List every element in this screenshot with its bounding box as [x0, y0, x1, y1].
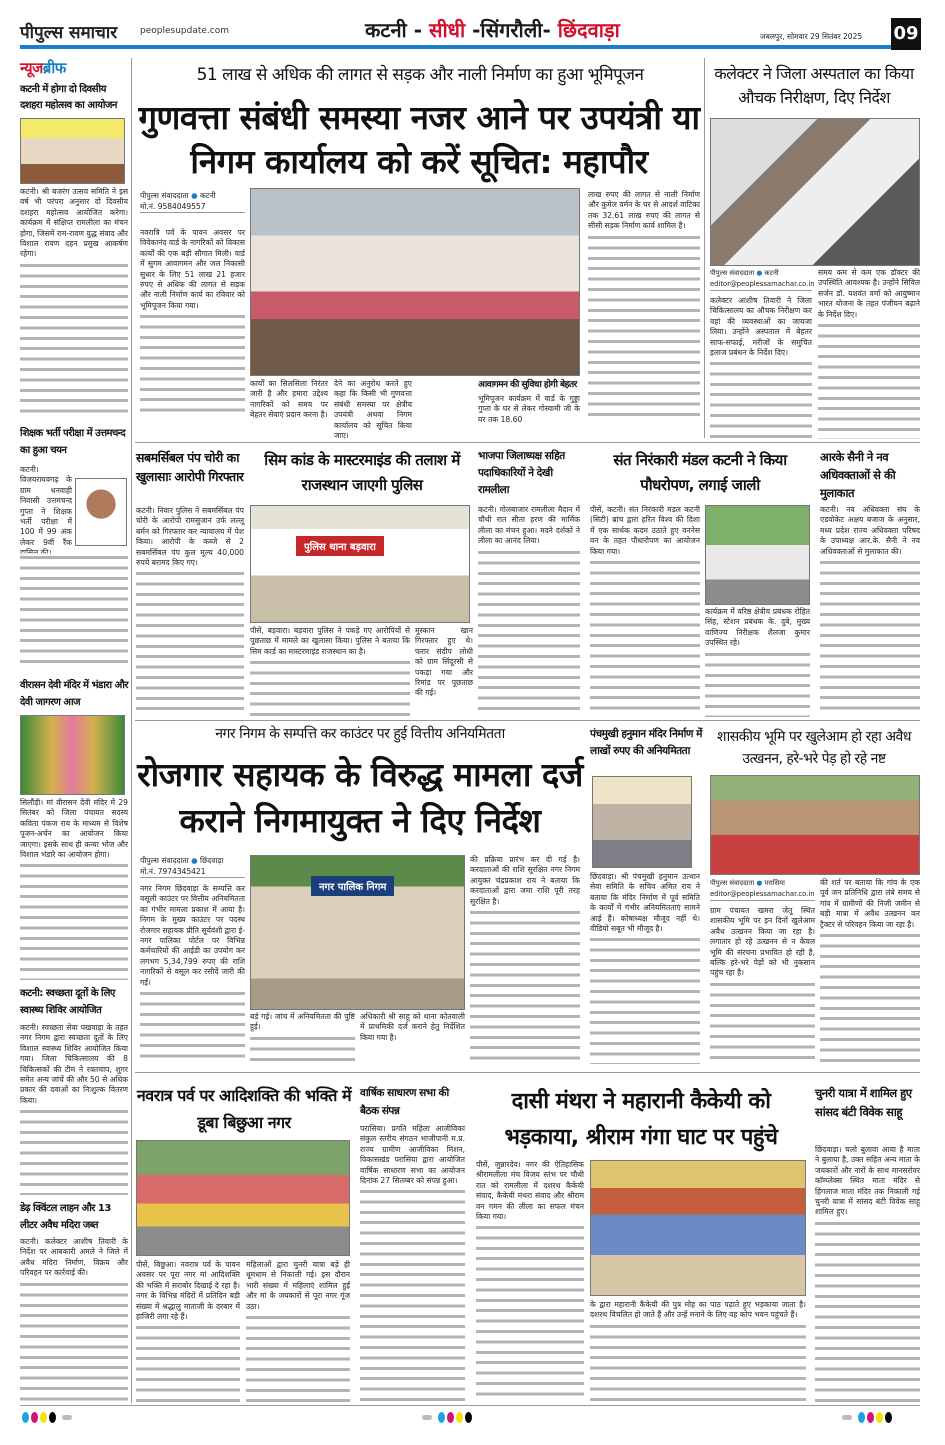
committee-meeting-photo: [592, 776, 692, 868]
illegal-excavation-photo: [710, 775, 920, 875]
story-body: कार्यक्रम में वरिष्ठ क्षेत्रीय प्रबंधक रोहित सिंह, स्टेशन प्रबंधक के. दुबे, मुख्य वाणिज्य निरीक्षक शैलजा कुमार उपस्थित रहे।: [705, 607, 810, 717]
uttamchand-portrait: [75, 478, 127, 546]
story-headline: संत निरंकारी मंडल कटनी ने किया पौधरोपण, लगाई जाली: [613, 451, 787, 494]
mining-body: की शर्त पर बताया कि गांव के एक पूर्व जन प्रतिनिधि द्वारा लंबे समय से गांव में ग्रामीणों की निजी जमीन से बड़ी मात्रा में अवैध उत्खनन कर ट्रैक्टर से परिवहन किया जा रहा है।: [820, 878, 920, 1064]
masthead-logo: पीपुल्स समाचार: [20, 23, 118, 43]
brief-body: कटनी। स्वच्छता सेवा पखवाड़ा के तहत नगर निगम द्वारा स्वच्छता दूतों के लिए विशाल स्वास्थ्य शिविर आयोजित किया गया। जिला चिकित्सालय की 8 चिकित्सकों की टीम ने रक्तचाप, शुगर समेत अन्य जांचें की और 50 से अधिक प्रकार की दवाओं का निःशुल्क वितरण किया।: [20, 1023, 128, 1195]
lead-kicker: 51 लाख से अधिक की लागत से सड़क और नाली निर्माण का हुआ भूमिपूजन: [196, 65, 644, 85]
story-headline: आरके सैनी ने नव अधिवक्ताओं से की मुलाकात: [820, 450, 896, 500]
section-singrauli: सिंगरौली: [480, 18, 543, 42]
chunri-body: छिंदवाड़ा। चलो बुलावा आया है माता ने बुलाया है, उक्त सहित अन्य माता के जयकारों और नारों के साथ मानसरोवर कॉम्प्लेक्स स्थित माता मंदिर से हिंगलाज माता मंदिर तक निकाली गई चुनरी यात्रा में सांसद बंटी विवेक साहू शामिल हुए।: [815, 1145, 920, 1402]
nagar-nigam-building-photo: [250, 855, 465, 1010]
brief-body: कटनी। कलेक्टर आशीष तिवारी के निर्देश पर आबकारी अमले ने जिले में अवैध मदिरा निर्माण, विक्रय और परिवहन पर कार्रवाई की।: [20, 1237, 128, 1402]
divider: [135, 1072, 920, 1073]
civic-headline: रोजगार सहायक के विरुद्ध मामला दर्ज कराने निगमायुक्त ने दिए निर्देश: [137, 755, 583, 840]
police-station-sign: पुलिस थाना बड़वारा: [296, 536, 384, 556]
sabha-headline: वार्षिक साधारण सभा की बैठक संपन्न: [360, 1087, 449, 1117]
masthead-rule: [20, 45, 891, 49]
brief-headline: कटनी: स्वच्छता दूतों के लिए स्वास्थ्य शिविर आयोजित: [20, 988, 115, 1016]
brief-body: कटनी। विजयराघवगढ़ के ग्राम धनवाही निवासी उत्तमचन्द गुप्ता ने शिक्षक भर्ती परीक्षा में 100 में 99 अंक लेकर 9वीं रैंक: [20, 465, 72, 547]
brief-body: कटनी। श्री बजरंग उत्सव समिति ने इस वर्ष भी परंपरा अनुसार दो दिवसीय दशहरा महोत्सव आयोजित करेगा। कार्यक्रम में संक्षिप्त रामलीला का मंचन होगा, जिसमें राम-रावण युद्ध संवाद और विशाल रावण दहन प्रमुख आकर्षण रहेगा।: [20, 187, 128, 417]
hospital-body: समय कम से कम एक डॉक्टर की उपस्थिति आवश्यक है। उन्होंने सिविल सर्जन डॉ. यशवंत वर्मा को आयुष्मान भारत योजना के तहत पंजीयन बढ़ाने के निर्देश दिए।: [818, 268, 920, 439]
lead-body: लाख रुपए की लागत से नाली निर्माण और कुमेल वर्मन के घर से आदर्श वाटिका तक 32.61 लाख रुपए की लागत से सीसी सड़क निर्माण कार्य शामिल है।: [588, 190, 700, 418]
chunri-headline: चुनरी यात्रा में शामिल हुए सांसद बंटी विवेक साहू: [815, 1086, 912, 1119]
lead-body: नवरात्रि पर्व के पावन अवसर पर विवेकानंद वार्ड के नागरिकों को विकास कार्यों की एक बड़ी सौगात मिली। वार्ड में सुगम आवागमन और जल निकासी सुधार के लिए 51 लाख 21 हजार रुपए से अधिक की लागत से सड़क और नाली निर्माण कार्य का रविवार को भूमिपूजन किया गया।: [140, 228, 245, 416]
brief-headline: डेढ़ क्विंटल लाहन और 13 लीटर अवैध मदिरा जब्त: [20, 1203, 111, 1231]
story-body: कटनी। निवार पुलिस ने सबमर्सिबल पंप चोरी के आरोपी रामसुजान उर्फ लल्लू बर्मन को गिरफ्तार कर न्यायालय में पेश किया। आरोपी के कब्जे से 2 सबमर्सिबल पंप कुल मूल्य 40,000 रुपये बरामद किए गए।: [136, 506, 244, 716]
news-brief-label: न्यूजब्रीफ: [20, 59, 66, 77]
hanuman-headline: पंचमुखी हनुमान मंदिर निर्माण में लाखों रुपए की अनियमितता: [590, 728, 702, 757]
navratri-body: महिलाओं द्वारा चुनरी यात्रा बड़े ही धूमधाम से निकाली गई। इस दौरान भारी संख्या में महिलाएं शामिल हुईं और मां के जयकारों से पूरा नगर गूंज उठा।: [246, 1260, 350, 1402]
hospital-headline: कलेक्टर ने जिला अस्पताल का किया औचक निरीक्षण, दिए निर्देश: [714, 64, 914, 107]
divider: [135, 442, 920, 443]
ravan-effigies-photo: [20, 118, 125, 184]
navratri-headline: नवरात्र पर्व पर आदिशक्ति की भक्ति में डूबा बिछुआ नगर: [136, 1086, 352, 1132]
nagar-nigam-sign: नगर पालिक निगम: [311, 876, 394, 896]
story-headline: सबमर्सिबल पंप चोरी का खुलासाः आरोपी गिरफ्तार: [136, 450, 244, 484]
civic-body: की प्रक्रिया प्रारंभ कर दी गई है। करदाताओं की राशि सुरक्षित नगर निगम आयुक्त चंद्रप्रकाश राय ने बताया कि करदाताओं द्वारा जमा राशि पूरी तरह सुरक्षित है।: [470, 855, 580, 1065]
brief-headline: कटनी में होगा दो दिवसीय दशहरा महोत्सव का आयोजन: [20, 84, 117, 111]
story-body: मुस्कान खान गिरफ्तार हुए थे। फरार संदीप लोधी को ग्राम सिंदूरसी से पकड़ा गया और रिमांड पर पूछताछ की गई।: [415, 626, 473, 698]
section-title: कटनी - सीधी -सिंगरौली- छिंदवाड़ा: [365, 18, 620, 42]
story-headline: सिम कांड के मास्टरमाइंड की तलाश में राजस्थान जाएगी पुलिस: [264, 451, 460, 494]
lead-body: देने का अनुरोध करते हुए कहा कि किसी भी गुणवत्ता संबंधी समस्या पर क्षेत्रीय उपयंत्री अथवा निगम कार्यालय को सूचित किया जाए।: [334, 379, 412, 441]
civic-kicker: नगर निगम के सम्पत्ति कर काउंटर पर हुई वित्तीय अनियमितता: [215, 726, 505, 742]
chunri-procession-photo: [136, 1140, 350, 1256]
divider: [704, 58, 705, 438]
civic-body: बर्ड गई। जांच में अनियमितता की पुष्टि हुई।: [250, 1012, 355, 1064]
story-headline: भाजपा जिलाध्यक्ष सहित पदाधिकारियों ने देखी रामलीला: [478, 450, 565, 496]
divider: [131, 58, 132, 1403]
hospital-body: कलेक्टर आशीष तिवारी ने जिला चिकित्सालय का औचक निरीक्षण कर वहां की व्यवस्थाओं का जायजा लिया। उन्होंने अस्पताल में बेहतर साफ-सफाई, मरीजों के समुचित इलाज प्रबंधन के निर्देश दिए।: [710, 296, 812, 439]
navratri-body: पीसें, बिछुआ। नवरात्र पर्व के पावन अवसर पर पूरा नगर मां आदिशक्ति की भक्ति में सराबोर दिखाई दे रहा है। नगर के विभिन्न मंदिरों में प्रतिदिन बड़ी संख्या में श्रद्धालु माताजी के दरबार में हाजिरी लगा रहे हैं।: [136, 1260, 240, 1402]
mining-byline: पीपुल्स संवाददाता ● परासिया editor@peoplessamachar.co.in: [710, 878, 815, 901]
section-chhindwara: छिंदवाड़ा: [557, 18, 620, 42]
story-body: पीसें, कटनी। संत निरंकारी मंडल कटनी (सिटी) ब्रांच द्वारा हरित विश्व की दिशा में एक सार्थक कदम उठाते हुए वननेस वन के तहत पौधारोपण का आयोजन किया गया।: [590, 505, 700, 717]
hanuman-body: छिंदवाड़ा। श्री पंचमुखी हनुमान उत्थान सेवा समिति के सचिव अमित राय ने बताया कि मंदिर निर्माण में पूर्व समिति के कार्यों में गंभीर अनियमितताएं सामने आई हैं। कोषाध्यक्ष मौजूद नहीं थे। वीडियो सबूत भी मौजूद है।: [590, 872, 700, 1064]
lead-headline: गुणवत्ता संबंधी समस्या नजर आने पर उपयंत्री या निगम कार्यालय को करें सूचित: महापौर: [138, 98, 700, 181]
civic-body: नगर निगम छिंदवाड़ा के सम्पत्ति कर वसूली काउंटर पर वित्तीय अनियमितता का गंभीर मामला प्रकाश में आया है। निगम के मुख्य काउंटर पर पदस्थ रोजगार सहायक प्रीति सूर्यवंशी द्वारा ई-नगर पालिका पोर्टल पर विभिन्न कर्मचारियों की आईडी का उपयोग कर लगभग 5,34,799 रुपए की राशि नागरिकों से वसूल कर रसीदें जारी की गईं।: [140, 884, 245, 1064]
story-body: पीसें, बड़वारा। बड़वारा पुलिस ने पकड़े गए आरोपियों से पूछताछ में मामले का खुलासा किया। पुलिस ने बताया कि सिम कार्ड का मास्टरमाइंड राजस्थान का है।: [250, 626, 410, 716]
ramlila-body: पीसें, जुन्नारदेव। नगर की ऐतिहासिक श्रीरामलीला मंच विजय स्तंभ पर चौथी रात को रामलीला में दशरथ कैकेयी संवाद, कैकेयी मंथरा संवाद और श्रीराम वन गमन की लीला का सफल मंचन किया गया।: [476, 1160, 584, 1402]
mining-body: ग्राम पंचायत खमरा जेतू स्थित शासकीय भूमि पर इन दिनों खुलेआम अवैध उत्खनन किया जा रहा है। लगातार हो रहे उत्खनन से न केवल भूमि की संरचना प्रभावित हो रही है, बल्कि हरे-भरे पेड़ों को भी नुकसान पहुंच रहा है।: [710, 906, 815, 1064]
brief-body: सिलौंड़ी। मां वीरासन देवी मंदिर में 29 सितंबर को जिला पंचायत सदस्य कविता पंकज राय के माध्यम से विशेष पूजन-अर्चन का आयोजन किया जाएगा। इसके साथ ही कन्या भोज और विशाल भंडारे का आयोजन होगा।: [20, 798, 128, 980]
civic-body: अधिकारी श्री साहू को थाना कोतवाली में प्राथमिकी दर्ज कराने हेतु निर्देशित किया गया है।: [360, 1012, 465, 1042]
ramlila-body: के द्वारा महारानी कैकेयी की पुत्र मोह का पाठ पढ़ाते हुए भड़काया जाता है। दशरथ विचलित हो जाते हैं और उन्हें मनाने के लिए वह कोप भवन पहुंचते हैं।: [590, 1300, 806, 1402]
lead-body: भूमिपूजन कार्यक्रम में वार्ड के गुड्डा गुप्ता के घर से लेकर गोस्वामी जी के घर तक 18.60: [478, 394, 580, 424]
lead-photo-caption: आवागमन की सुविधा होगी बेहतर: [478, 380, 577, 390]
story-body: कटनी। गोलबाजार रामलीला मैदान में चौथी रात सीता हरण की मार्मिक लीला का मंचन हुआ। मदने दर्शकों ने लीला का आनंद लिया।: [478, 505, 580, 717]
lead-body: कार्यों का सिलसिला निरंतर जारी है और हमारा उद्देश्य नागरिकों को समय पर बेहतर सेवाएं प्रदान करना है।: [250, 379, 328, 420]
devi-idol-photo: [20, 715, 125, 795]
section-sidhi: सीधी: [428, 18, 466, 42]
brief-headline: शिक्षक भर्ती परीक्षा में उत्तमचन्द का हुआ चयन: [20, 428, 126, 456]
ramlila-stage-photo: [590, 1160, 806, 1296]
footer-rule: [20, 1405, 920, 1406]
civic-byline: पीपुल्स संवाददाता ● छिंदवाड़ा मो.नं. 7974345421: [140, 855, 245, 878]
bhoomipujan-photo: [250, 188, 580, 376]
registration-marks-left: [22, 1412, 76, 1423]
hospital-byline: पीपुल्स संवाददाता ● कटनी editor@peoplessamachar.co.in: [710, 268, 812, 291]
sabha-body: परासिया। प्रगति महिला आजीविका संकुल स्तरीय संगठन भाजीपानी म.प्र. राज्य ग्रामीण आजीविका मिशन, विकासखंड परासिया द्वारा आयोजित वार्षिक साधारण सभा का आयोजन दिनांक 27 सितम्बर को संपन्न हुआ।: [360, 1124, 465, 1402]
divider: [135, 720, 920, 721]
website-link[interactable]: peoplesupdate.com: [140, 26, 229, 36]
lead-byline: पीपुल्स संवाददाता ● कटनी मो.नं. 9584049557: [140, 190, 245, 213]
brief-headline: वीरासन देवी मंदिर में भंडारा और देवी जागरण आज: [20, 680, 128, 708]
police-station-photo: [250, 505, 470, 623]
ramlila-headline: दासी मंथरा ने महारानी कैकेयी को भड़काया, श्रीराम गंगा घाट पर पहुंचे: [504, 1089, 778, 1150]
hospital-inspection-photo: [710, 118, 920, 266]
plantation-photo: [705, 505, 810, 605]
brief-body-cont: [20, 552, 128, 670]
mining-headline: शासकीय भूमि पर खुलेआम हो रहा अवैध उत्खनन, हरे-भरे पेड़ हो रहे नष्ट: [717, 729, 911, 767]
registration-marks-right: [838, 1412, 892, 1423]
registration-marks-center: [418, 1412, 472, 1423]
section-katni: कटनी: [365, 18, 407, 42]
story-body: कटनी। नव अधिवक्ता संघ के एडवोकेट अक्षय बजाज के अनुसार, मध्य प्रदेश राज्य अधिवक्ता परिषद के उपाध्यक्ष आर.के. सैनी ने नव अधिवक्ताओं से मुलाकात की।: [820, 505, 920, 717]
page-number: 09: [891, 18, 921, 50]
dateline: जबलपुर, सोमवार 29 सितंबर 2025: [760, 32, 863, 41]
